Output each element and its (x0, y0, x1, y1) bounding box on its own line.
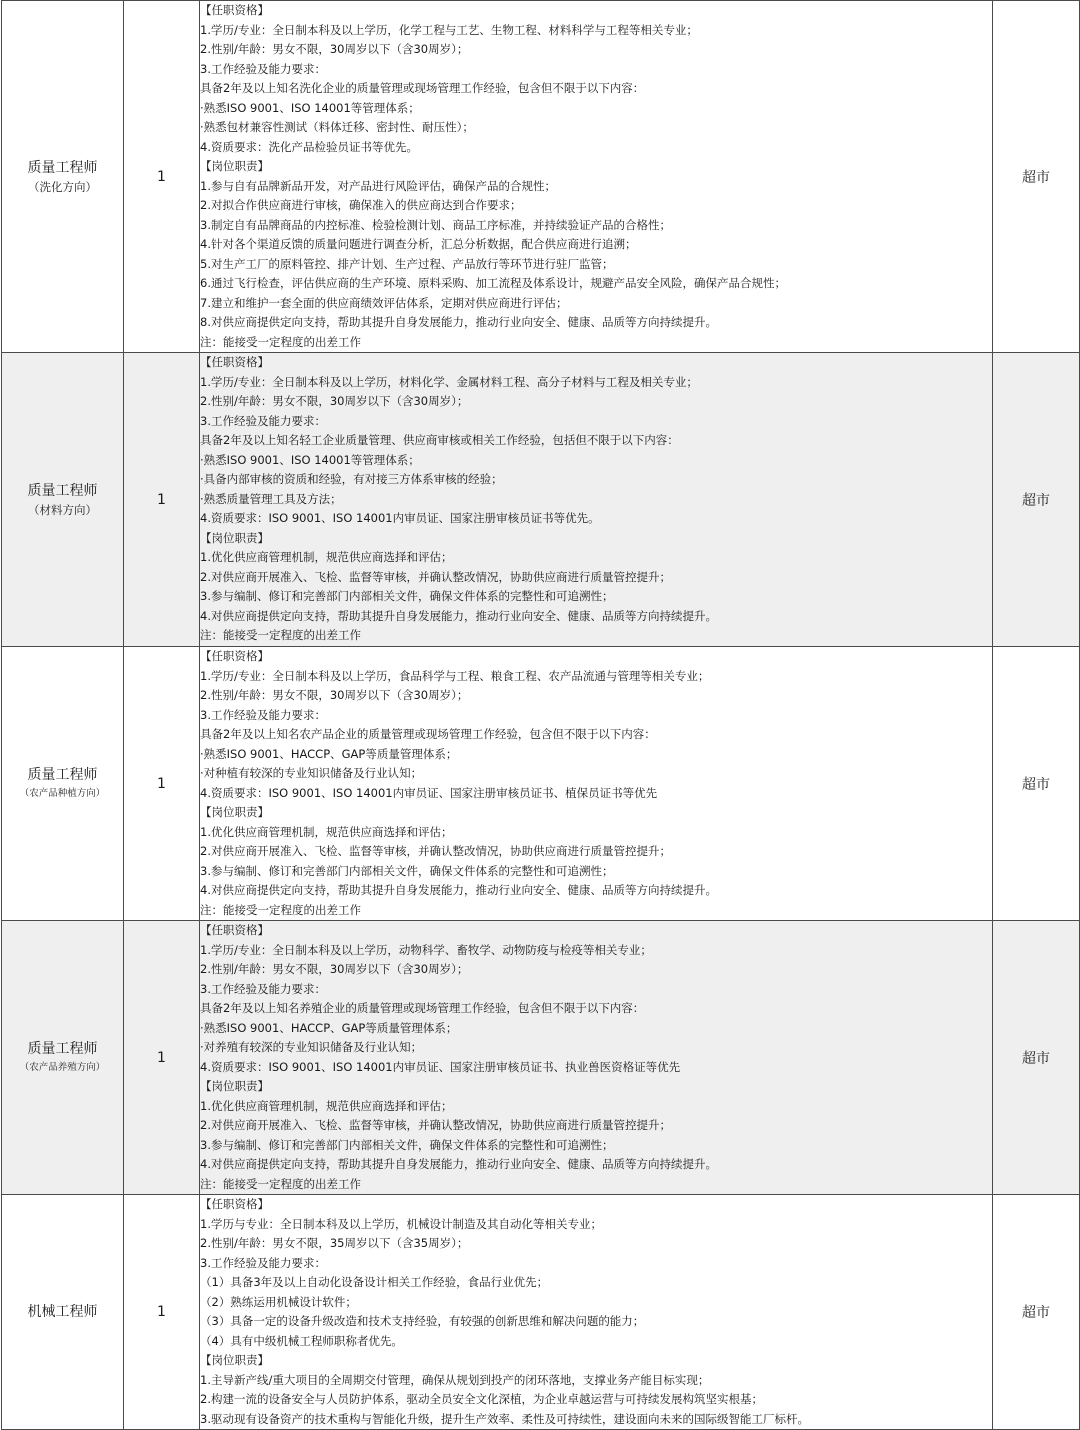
description-line: （4）具有中级机械工程师职称者优先。 (200, 1333, 403, 1348)
description-line: 1.学历/专业：全日制本科及以上学历，化学工程与工艺、生物工程、材料科学与工程等相关专业； (200, 22, 698, 37)
description-line: 【任职资格】 (200, 923, 269, 937)
description-line: 【岗位职责】 (200, 530, 269, 545)
description-line: （1）具备3年及以上自动化设备设计相关工作经验，食品行业优先； (200, 1275, 549, 1289)
work-location: 超市 (993, 1195, 1080, 1430)
job-description (200, 1, 993, 353)
description-line: 【任职资格】 (200, 3, 269, 17)
description-line: 【岗位职责】 (200, 1079, 269, 1093)
description-line: ·熟悉ISO 9001、ISO 14001等管理体系； (200, 452, 420, 467)
work-location: 超市 (993, 921, 1080, 1195)
description-line: ·具备内部审核的资质和经验，有对接三方体系审核的经验； (200, 472, 503, 487)
job-title: 质量工程师 (27, 1040, 98, 1057)
description-line: 注：能接受一定程度的出差工作 (200, 902, 361, 917)
job-description (200, 921, 993, 1195)
job-title: 质量工程师 (27, 766, 98, 783)
job-direction: （材料方向） (28, 502, 97, 517)
description-line: 2.性别/年龄：男女不限，30周岁以下（含30周岁）； (200, 394, 469, 409)
job-title-cell (2, 1, 124, 353)
description-line: 2.对拟合作供应商进行审核，确保准入的供应商达到合作要求； (200, 198, 522, 212)
description-line: 3.工作经验及能力要求： (200, 1255, 326, 1270)
headcount: 1 (124, 921, 200, 1195)
job-row (2, 921, 1080, 1195)
work-location: 超市 (993, 353, 1080, 647)
description-line: （2）熟练运用机械设计软件； (200, 1294, 357, 1309)
description-line: 8.对供应商提供定向支持，帮助其提升自身发展能力，推动行业向安全、健康、品质等方向持续提升。 (200, 315, 717, 329)
description-line: 4.资质要求：ISO 9001、ISO 14001内审员证、国家注册审核员证书、执业兽医资格证等优先 (200, 1059, 681, 1074)
description-line: 4.资质要求：ISO 9001、ISO 14001内审员证、国家注册审核员证书、植保员证书等优先 (200, 785, 658, 800)
job-title: 质量工程师 (27, 159, 98, 176)
description-line: ·熟悉ISO 9001、HACCP、GAP等质量管理体系； (200, 1020, 458, 1035)
description-line: 1.学历/专业：全日制本科及以上学历，材料化学、金属材料工程、高分子材料与工程及相关专业； (200, 374, 698, 389)
job-direction: （洗化方向） (28, 179, 97, 194)
job-row (2, 647, 1080, 921)
description-line: 7.建立和维护一套全面的供应商绩效评估体系，定期对供应商进行评估； (200, 295, 568, 310)
description-line: ·熟悉包材兼容性测试（料体迁移、密封性、耐压性）； (200, 120, 474, 134)
description-line: ·对养殖有较深的专业知识储备及行业认知； (200, 1040, 423, 1054)
headcount: 1 (124, 647, 200, 921)
headcount: 1 (124, 353, 200, 647)
description-line: ·熟悉质量管理工具及方法； (200, 491, 342, 506)
description-line: 3.参与编制、修订和完善部门内部相关文件，确保文件体系的完整性和可追溯性； (200, 863, 614, 878)
description-line: 3.参与编制、修订和完善部门内部相关文件，确保文件体系的完整性和可追溯性； (200, 589, 614, 604)
description-line: 4.对供应商提供定向支持，帮助其提升自身发展能力，推动行业向安全、健康、品质等方向持续提升。 (200, 883, 717, 897)
description-line: 1.优化供应商管理机制，规范供应商选择和评估； (200, 824, 453, 839)
work-location: 超市 (993, 1, 1080, 353)
description-line: 具备2年及以上知名农产品企业的质量管理或现场管理工作经验，包含但不限于以下内容： (200, 727, 656, 741)
job-title-cell (2, 353, 124, 647)
description-line: 4.资质要求：洗化产品检验员证书等优先。 (200, 139, 418, 154)
description-line: 1.主导新产线/重大项目的全周期交付管理，确保从规划到投产的闭环落地，支撑业务产能目标实现； (200, 1372, 710, 1387)
description-line: 3.工作经验及能力要求： (200, 707, 326, 722)
job-row (2, 353, 1080, 647)
headcount: 1 (124, 1, 200, 353)
description-line: ·对种植有较深的专业知识储备及行业认知； (200, 766, 423, 780)
description-line: 5.对生产工厂的原料管控、排产计划、生产过程、产品放行等环节进行驻厂监管； (200, 256, 614, 271)
headcount: 1 (124, 1195, 200, 1430)
description-line: 3.参与编制、修订和完善部门内部相关文件，确保文件体系的完整性和可追溯性； (200, 1137, 614, 1152)
description-line: 2.构建一流的设备安全与人员防护体系，驱动全员安全文化深植，为企业卓越运营与可持续发展构筑坚实根基； (200, 1392, 763, 1406)
job-table-body (2, 1, 1080, 1430)
description-line: 2.性别/年龄：男女不限，30周岁以下（含30周岁）； (200, 962, 469, 976)
description-line: 2.对供应商开展准入、飞检、监督等审核，并确认整改情况，协助供应商进行质量管控提升； (200, 569, 671, 584)
description-line: 【岗位职责】 (200, 159, 269, 173)
description-line: 3.工作经验及能力要求： (200, 413, 326, 428)
description-line: 【任职资格】 (200, 649, 269, 663)
description-line: 6.通过飞行检查，评估供应商的生产环境、原料采购、加工流程及体系设计，规避产品安全风险，确保产品合规性； (200, 276, 786, 290)
description-line: 具备2年及以上知名轻工企业质量管理、供应商审核或相关工作经验，包括但不限于以下内容： (200, 433, 679, 448)
description-line: 具备2年及以上知名养殖企业的质量管理或现场管理工作经验，包含但不限于以下内容： (200, 1001, 645, 1015)
job-title-cell (2, 647, 124, 921)
job-direction: （农产品种植方向） (19, 787, 106, 799)
job-description (200, 353, 993, 647)
description-line: 【岗位职责】 (200, 805, 269, 819)
description-line: 2.性别/年龄：男女不限，35周岁以下（含35周岁）； (200, 1236, 469, 1250)
work-location: 超市 (993, 647, 1080, 921)
description-line: 2.对供应商开展准入、飞检、监督等审核，并确认整改情况，协助供应商进行质量管控提升； (200, 1118, 671, 1132)
description-line: 注：能接受一定程度的出差工作 (200, 1176, 361, 1191)
description-line: 4.资质要求：ISO 9001、ISO 14001内审员证、国家注册审核员证书等优先。 (200, 511, 600, 526)
description-line: 4.对供应商提供定向支持，帮助其提升自身发展能力，推动行业向安全、健康、品质等方向持续提升。 (200, 1157, 717, 1171)
description-line: 2.性别/年龄：男女不限，30周岁以下（含30周岁）； (200, 42, 469, 56)
job-title: 质量工程师 (27, 482, 98, 499)
description-line: 3.工作经验及能力要求： (200, 61, 326, 76)
job-row (2, 1195, 1080, 1430)
description-line: 【任职资格】 (200, 355, 269, 370)
description-line: 1.学历/专业：全日制本科及以上学历，食品科学与工程、粮食工程、农产品流通与管理等相关专业； (200, 668, 710, 683)
description-line: 注：能接受一定程度的出差工作 (200, 334, 361, 349)
description-line: 具备2年及以上知名洗化企业的质量管理或现场管理工作经验，包含但不限于以下内容： (200, 81, 645, 95)
description-line: 1.学历/专业：全日制本科及以上学历，动物科学、畜牧学、动物防疫与检疫等相关专业； (200, 942, 652, 957)
description-line: 4.对供应商提供定向支持，帮助其提升自身发展能力，推动行业向安全、健康、品质等方向持续提升。 (200, 608, 717, 623)
description-line: （3）具备一定的设备升级改造和技术支持经验，有较强的创新思维和解决问题的能力； (200, 1314, 645, 1328)
job-direction: （农产品养殖方向） (19, 1061, 106, 1073)
job-description (200, 1195, 993, 1430)
description-line: 【任职资格】 (200, 1197, 269, 1211)
description-line: 2.性别/年龄：男女不限，30周岁以下（含30周岁）； (200, 688, 469, 702)
description-line: ·熟悉ISO 9001、ISO 14001等管理体系； (200, 100, 420, 115)
description-line: 1.学历与专业：全日制本科及以上学历，机械设计制造及其自动化等相关专业； (200, 1216, 602, 1231)
job-title-cell (2, 1195, 124, 1430)
description-line: 1.参与自有品牌新品开发，对产品进行风险评估，确保产品的合规性； (200, 178, 556, 193)
description-line: 3.工作经验及能力要求： (200, 981, 326, 996)
description-line: 1.优化供应商管理机制，规范供应商选择和评估； (200, 550, 453, 565)
description-line: ·熟悉ISO 9001、HACCP、GAP等质量管理体系； (200, 746, 458, 761)
description-line: 3.驱动现有设备资产的技术重构与智能化升级，提升生产效率、柔性及可持续性，建设面向未来的国际级智能工厂标杆。 (200, 1411, 809, 1426)
description-line: 2.对供应商开展准入、飞检、监督等审核，并确认整改情况，协助供应商进行质量管控提升； (200, 844, 671, 858)
description-line: 3.制定自有品牌商品的内控标准、检验检测计划、商品工序标准，并持续验证产品的合格性； (200, 217, 671, 232)
description-line: 注：能接受一定程度的出差工作 (200, 628, 361, 643)
job-description (200, 647, 993, 921)
job-table (1, 0, 1080, 1430)
job-row (2, 1, 1080, 353)
job-title: 机械工程师 (27, 1304, 98, 1320)
job-title-cell (2, 921, 124, 1195)
description-line: 1.优化供应商管理机制，规范供应商选择和评估； (200, 1098, 453, 1113)
description-line: 【岗位职责】 (200, 1353, 269, 1367)
description-line: 4.针对各个渠道反馈的质量问题进行调查分析，汇总分析数据，配合供应商进行追溯； (200, 237, 637, 251)
